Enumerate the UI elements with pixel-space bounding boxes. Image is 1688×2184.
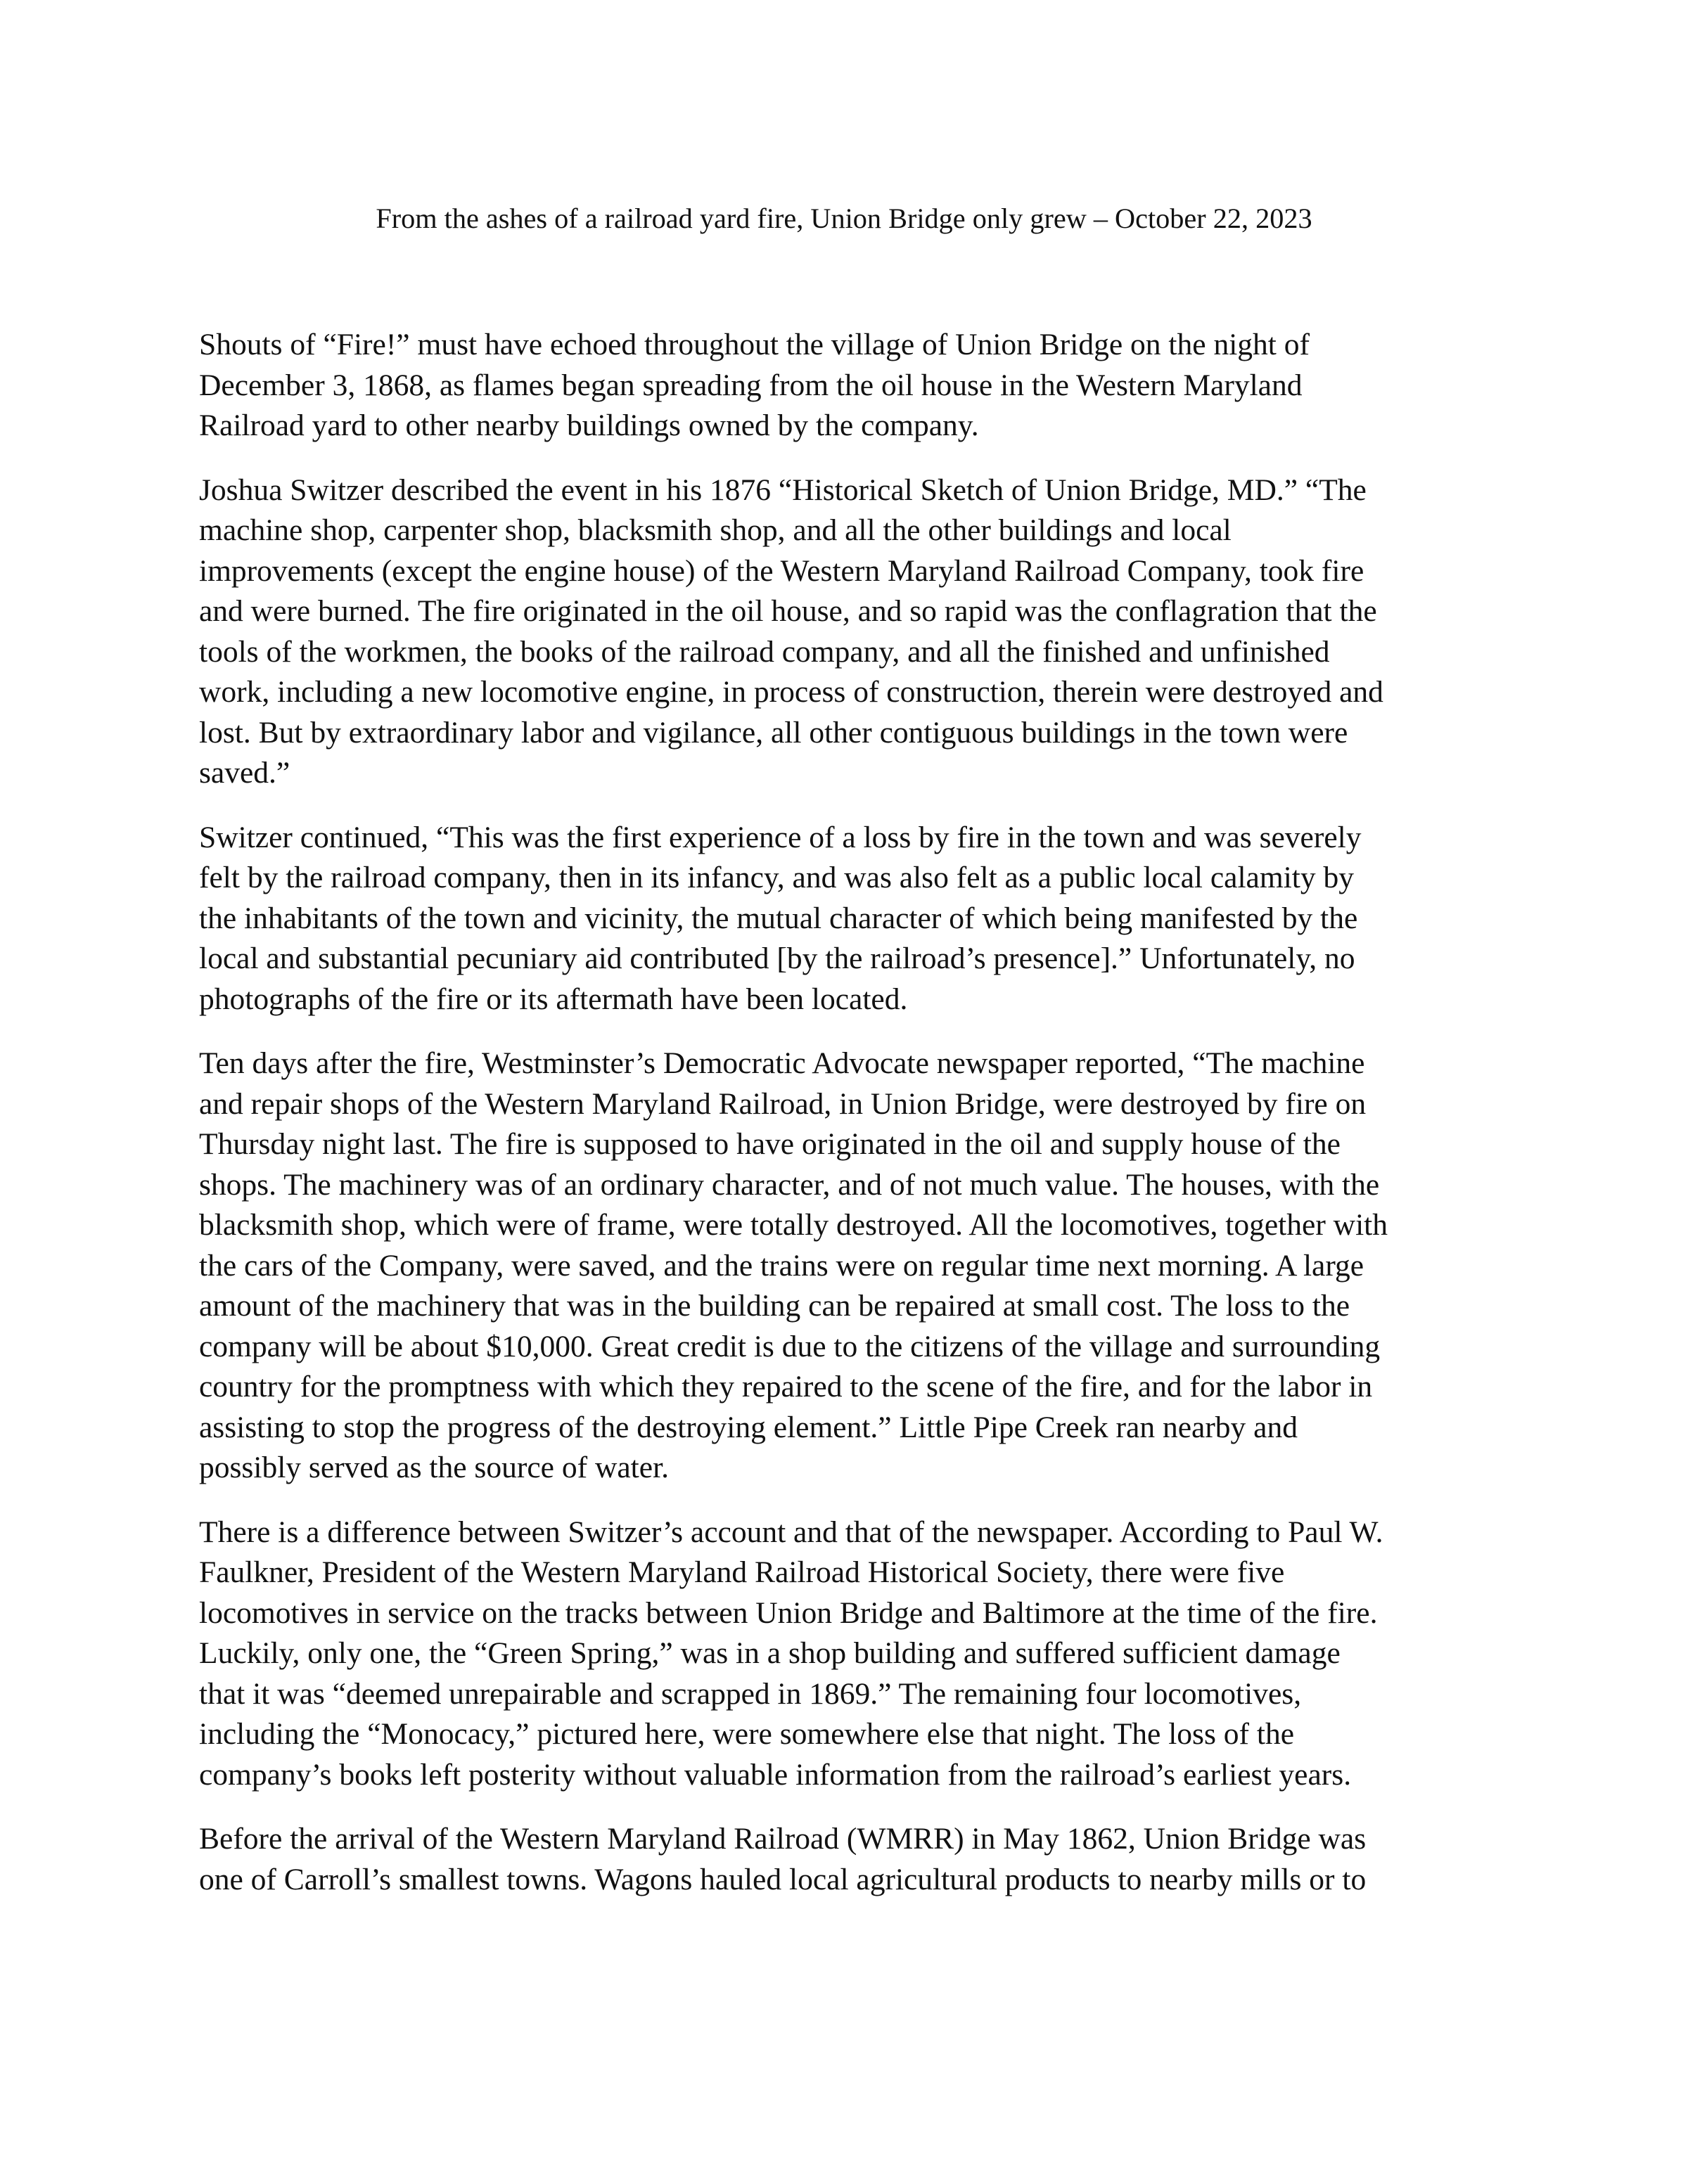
paragraph-5 (199, 1512, 1507, 1796)
text-line: Thursday night last. The fire is supposed to have originated in the oil and supply house of the (199, 1127, 1341, 1161)
text-line: company’s books left posterity without valuable information from the railroad’s earliest years. (199, 1757, 1352, 1792)
text-line: that it was “deemed unrepairable and scrapped in 1869.” The remaining four locomotives, (199, 1676, 1302, 1711)
text-line: Luckily, only one, the “Green Spring,” was in a shop building and suffered sufficient damage (199, 1636, 1341, 1670)
paragraph-4 (199, 1043, 1507, 1489)
text-line: possibly served as the source of water. (199, 1451, 670, 1484)
text-line: improvements (except the engine house) of the Western Maryland Railroad Company, took fire (199, 553, 1364, 588)
text-line: company will be about $10,000. Great credit is due to the citizens of the village and surrounding (199, 1329, 1381, 1363)
text-line: the inhabitants of the town and vicinity, the mutual character of which being manifested by the (199, 901, 1358, 935)
text-line: and were burned. The fire originated in the oil house, and so rapid was the conflagration that the (199, 594, 1377, 628)
text-line: There is a difference between Switzer’s account and that of the newspaper. According to Paul W. (199, 1515, 1383, 1549)
text-line: December 3, 1868, as flames began spreading from the oil house in the Western Maryland (199, 368, 1303, 402)
text-line: local and substantial pecuniary aid contributed [by the railroad’s presence].” Unfortunately, no (199, 942, 1355, 975)
text-line: the cars of the Company, were saved, and the trains were on regular time next morning. A large (199, 1248, 1364, 1283)
paragraph-2 (199, 470, 1507, 794)
text-line: blacksmith shop, which were of frame, were totally destroyed. All the locomotives, together with (199, 1208, 1388, 1242)
text-line: Before the arrival of the Western Maryland Railroad (WMRR) in May 1862, Union Bridge was (199, 1822, 1367, 1856)
text-line: Ten days after the fire, Westminster’s Democratic Advocate newspaper reported, “The machine (199, 1046, 1365, 1080)
paragraph-1 (199, 325, 1507, 447)
text-line: assisting to stop the progress of the destroying element.” Little Pipe Creek ran nearby and (199, 1410, 1298, 1444)
paragraph-3 (199, 818, 1507, 1020)
text-line: Faulkner, President of the Western Maryland Railroad Historical Society, there were five (199, 1555, 1285, 1589)
text-line: and repair shops of the Western Maryland Railroad, in Union Bridge, were destroyed by fire on (199, 1086, 1367, 1121)
text-line: shops. The machinery was of an ordinary character, and of not much value. The houses, with the (199, 1167, 1380, 1202)
text-line: saved.” (199, 756, 290, 790)
text-line: photographs of the fire or its aftermath have been located. (199, 982, 908, 1016)
text-line: Railroad yard to other nearby buildings owned by the company. (199, 409, 979, 442)
article-body (199, 325, 1507, 1924)
text-line: machine shop, carpenter shop, blacksmith shop, and all the other buildings and local (199, 513, 1232, 547)
text-line: felt by the railroad company, then in its infancy, and was also felt as a public local calamity by (199, 861, 1354, 894)
text-line: tools of the workmen, the books of the railroad company, and all the finished and unfinished (199, 634, 1330, 669)
text-line: lost. But by extraordinary labor and vigilance, all other contiguous buildings in the town were (199, 715, 1348, 750)
text-line: including the “Monocacy,” pictured here, were somewhere else that night. The loss of the (199, 1717, 1295, 1751)
article-title: From the ashes of a railroad yard fire, Union Bridge only grew – October 22, 2023 (376, 203, 1312, 234)
text-line: Shouts of “Fire!” must have echoed throughout the village of Union Bridge on the night of (199, 328, 1310, 361)
text-line: Joshua Switzer described the event in his 1876 “Historical Sketch of Union Bridge, MD.” “The (199, 473, 1367, 507)
text-line: Switzer continued, “This was the first experience of a loss by fire in the town and was severely (199, 820, 1362, 854)
paragraph-6 (199, 1819, 1507, 1900)
text-line: amount of the machinery that was in the building can be repaired at small cost. The loss to the (199, 1289, 1350, 1323)
text-line: country for the promptness with which they repaired to the scene of the fire, and for the labor in (199, 1370, 1373, 1403)
text-line: work, including a new locomotive engine, in process of construction, therein were destroyed and (199, 675, 1383, 709)
text-line: one of Carroll’s smallest towns. Wagons hauled local agricultural products to nearby mills or to (199, 1862, 1367, 1896)
text-line: locomotives in service on the tracks between Union Bridge and Baltimore at the time of the fire. (199, 1595, 1378, 1630)
